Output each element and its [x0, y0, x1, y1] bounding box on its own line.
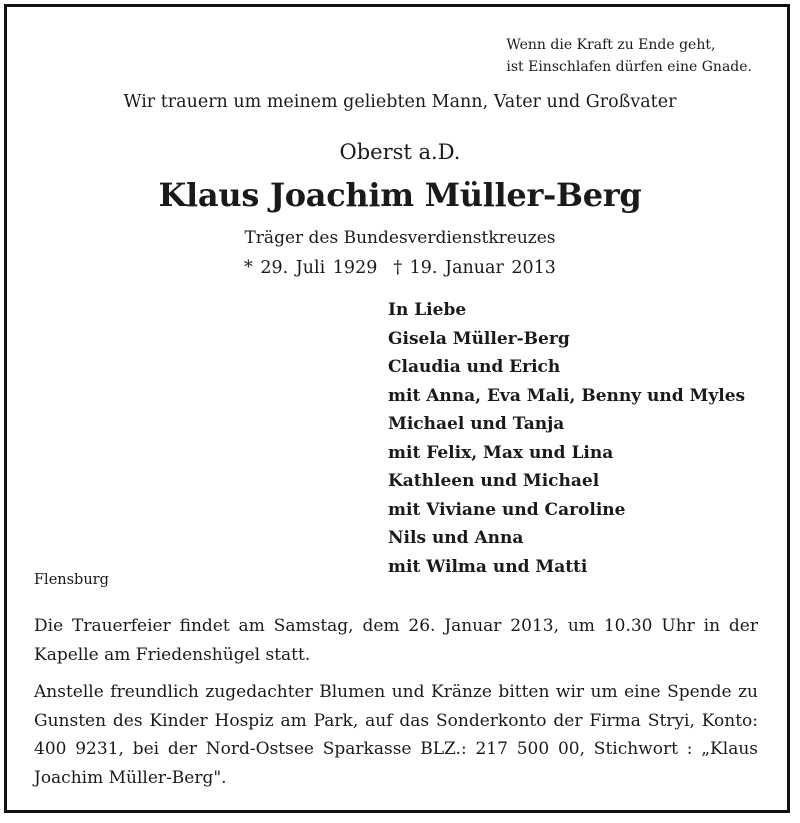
mourners-list	[388, 296, 745, 581]
mourner-line: Gisela Müller-Berg	[388, 328, 570, 349]
mourner-line: mit Felix, Max und Lina	[388, 442, 614, 463]
death-date: † 19. Januar 2013	[393, 258, 556, 278]
award-line: Träger des Bundesverdienstkreuzes	[244, 228, 556, 248]
service-paragraph: Die Trauerfeier findet am Samstag, dem 26. Januar 2013, um 10.30 Uhr in der Kapelle am Friedenshügel statt.	[34, 616, 758, 665]
mourner-line: In Liebe	[388, 300, 467, 320]
mourner-line: Kathleen und Michael	[388, 471, 600, 491]
mourner-line: mit Wilma und Matti	[388, 556, 588, 577]
motto-line-1: Wenn die Kraft zu Ende geht,	[506, 37, 716, 53]
mourner-line: Nils und Anna	[388, 528, 524, 548]
city-name: Flensburg	[34, 572, 109, 588]
birth-date: * 29. Juli 1929	[244, 258, 378, 278]
motto	[506, 34, 752, 78]
donation-paragraph: Anstelle freundlich zugedachter Blumen und Kränze bitten wir um eine Spende zu Gunsten des Kinder Hospiz am Park, auf das Sonderkonto der Firma Stryi, Konto: 400 9231, bei der Nord-Ostsee Sparkasse BLZ.: 217 500 00, Stichwort : „Klaus Joachim Müller-Berg".	[34, 682, 758, 788]
mourner-line: Claudia und Erich	[388, 357, 561, 377]
deceased-name: Klaus Joachim Müller-Berg	[158, 176, 642, 214]
intro-line: Wir trauern um meinem geliebten Mann, Vater und Großvater	[123, 92, 677, 112]
mourner-line: mit Viviane und Caroline	[388, 499, 626, 520]
mourner-line: mit Anna, Eva Mali, Benny und Myles	[388, 385, 746, 406]
motto-line-2: ist Einschlafen dürfen eine Gnade.	[506, 59, 752, 75]
life-dates	[0, 258, 800, 278]
rank-title: Oberst a.D.	[339, 140, 461, 164]
mourner-line: Michael und Tanja	[388, 414, 565, 434]
